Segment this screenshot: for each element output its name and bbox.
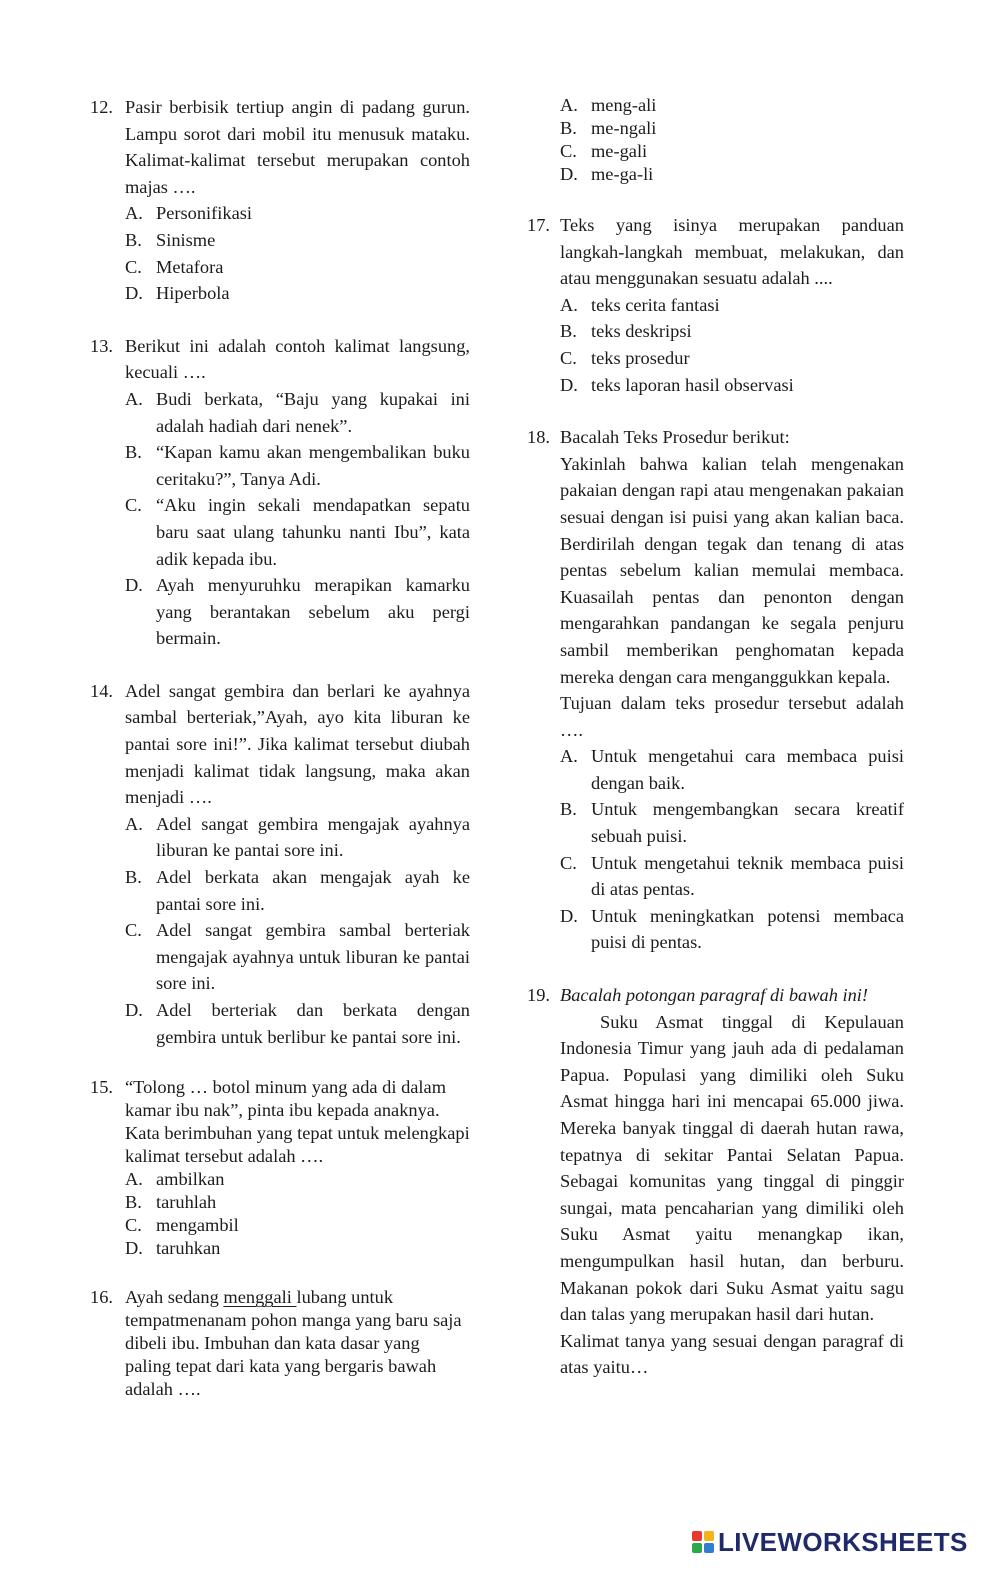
question-number: 13. (90, 335, 113, 356)
option-a[interactable]: A. teks cerita fantasi (560, 294, 720, 315)
option-a[interactable]: A. Personifikasi (125, 203, 253, 224)
question-number: 18. (527, 427, 550, 448)
option-d[interactable]: D. Adel berteriak dan berkata dengan gembira untuk berlibur ke pantai sore ini. (125, 1000, 470, 1047)
asmat-passage: Suku Asmat tinggal di Kepulauan Indonesia Timur yang jauh ada di pedalaman Papua. Populasi yang dimiliki oleh Suku Asmat hingga hari ini mencapai 65.000 jiwa. Mereka banyak tinggal di daerah hutan rawa, tepatnya di sekitar Pantai Selatan Papua. Sebagai komunitas yang tinggal di pinggir sungai, mata pencaharian yang dimiliki oleh Suku Asmat yaitu menangkap ikan, mengumpulkan hasil hutan, dan berburu. Makanan pokok dari Suku Asmat yaitu sagu dan talas yang merupakan hasil dari hutan. (560, 1011, 904, 1325)
option-d[interactable]: D. Untuk meningkatkan potensi membaca puisi di pentas. (560, 905, 904, 953)
option-a[interactable]: A. Untuk mengetahui cara membaca puisi dengan baik. (560, 746, 904, 793)
option-b[interactable]: B. “Kapan kamu akan mengembalikan buku ceritaku?”, Tanya Adi. (125, 442, 470, 489)
question-18 (527, 424, 904, 956)
options-list (125, 200, 470, 306)
option-c[interactable]: C. Untuk mengetahui teknik membaca puisi di atas pentas. (560, 852, 904, 900)
question-stem: Teks yang isinya merupakan panduan langkah-langkah membuat, melakukan, dan atau menggunakan sesuatu adalah .... (560, 215, 904, 289)
option-d[interactable]: D. me-ga-li (560, 164, 654, 184)
option-d[interactable]: D. Ayah menyuruhku merapikan kamarku yang berantakan sebelum aku pergi bermain. (125, 575, 470, 649)
option-a[interactable]: A. Adel sangat gembira mengajak ayahnya liburan ke pantai sore ini. (125, 813, 470, 861)
options-list (125, 1168, 470, 1260)
underlined-word: menggali (223, 1287, 297, 1308)
question-19 (527, 982, 904, 1381)
question-number: 12. (90, 97, 113, 117)
question-prompt: Kalimat tanya yang sesuai dengan paragraf di atas yaitu… (560, 1330, 904, 1378)
question-number: 16. (90, 1287, 113, 1308)
option-b[interactable]: B. me-ngali (560, 118, 657, 138)
options-list (125, 386, 470, 652)
option-c[interactable]: C. teks prosedur (560, 347, 690, 368)
question-12 (90, 94, 470, 307)
question-number: 14. (90, 680, 113, 701)
question-number: 15. (90, 1077, 113, 1098)
option-c[interactable]: C. Metafora (125, 256, 224, 277)
question-16-options (527, 94, 904, 186)
question-stem: Bacalah potongan paragraf di bawah ini! (560, 985, 869, 1006)
logo-text: LIVEWORKSHEETS (718, 1526, 968, 1557)
option-a[interactable]: A. meng-ali (560, 95, 657, 115)
option-c[interactable]: C. “Aku ingin sekali mendapatkan sepatu baru saat ulang tahunku nanti Ibu”, kata adik kepada ibu. (125, 495, 470, 569)
question-13 (90, 333, 470, 652)
question-number: 17. (527, 215, 550, 235)
question-stem: Bacalah Teks Prosedur berikut: (560, 427, 790, 448)
liveworksheets-logo[interactable] (692, 1527, 968, 1557)
question-14 (90, 678, 470, 1050)
right-column (527, 94, 904, 1381)
logo-mark-icon (692, 1531, 714, 1553)
option-a[interactable]: A. ambilkan (125, 1169, 225, 1190)
option-d[interactable]: D. teks laporan hasil observasi (560, 374, 794, 395)
option-b[interactable]: B. taruhlah (125, 1192, 217, 1213)
option-a[interactable]: A. Budi berkata, “Baju yang kupakai ini adalah hadiah dari nenek”. (125, 388, 470, 436)
option-b[interactable]: B. Adel berkata akan mengajak ayah ke pantai sore ini. (125, 867, 470, 914)
option-b[interactable]: B. teks deskripsi (560, 321, 692, 342)
question-stem: Pasir berbisik tertiup angin di padang gurun. Lampu sorot dari mobil itu menusuk mataku. Kalimat-kalimat tersebut merupakan contoh majas …. (125, 97, 470, 197)
question-stem: Adel sangat gembira dan berlari ke ayahnya sambal berteriak,”Ayah, ayo kita liburan ke pantai sore ini!”. Jika kalimat tersebut diubah menjadi kalimat tidak langsung, maka akan menjadi …. (125, 680, 470, 808)
option-d[interactable]: D. Hiperbola (125, 283, 230, 304)
options-list (560, 743, 904, 956)
option-c[interactable]: C. mengambil (125, 1215, 239, 1236)
question-17 (527, 212, 904, 398)
question-prompt: Tujuan dalam teks prosedur tersebut adalah …. (560, 693, 904, 740)
option-b[interactable]: B. Sinisme (125, 229, 216, 250)
options-list (125, 811, 470, 1050)
procedure-passage: Yakinlah bahwa kalian telah mengenakan pakaian dengan rapi atau mengenakan pakaian sesuai dengan isi puisi yang akan kalian baca. Berdirilah dengan tegak dan tenang di atas pentas sebelum kalian memulai membaca. Kuasailah pentas dan penonton dengan mengarahkan pandangan ke segala penjuru sambil memberikan penghomatan kepada mereka dengan cara menganggukkan kepala. (560, 453, 904, 687)
question-stem: “Tolong … botol minum yang ada di dalam kamar ibu nak”, pinta ibu kepada anaknya. Kata berimbuhan yang tepat untuk melengkapi kalimat tersebut adalah …. (125, 1077, 470, 1167)
options-list (560, 292, 904, 398)
option-c[interactable]: C. Adel sangat gembira sambal berteriak mengajak ayahnya untuk liburan ke pantai sore ini. (125, 920, 470, 994)
left-column (90, 94, 470, 1401)
question-stem: Berikut ini adalah contoh kalimat langsung, kecuali …. (125, 335, 470, 383)
option-b[interactable]: B. Untuk mengembangkan secara kreatif sebuah puisi. (560, 799, 904, 847)
option-d[interactable]: D. taruhkan (125, 1238, 221, 1259)
question-16 (90, 1286, 470, 1401)
option-c[interactable]: C. me-gali (560, 141, 648, 161)
question-number: 19. (527, 985, 550, 1006)
question-stem: Ayah sedang menggali lubang untuk tempatmenanam pohon manga yang baru saja dibeli ibu. Imbuhan dan kata dasar yang paling tepat dari kata yang bergaris bawah adalah …. (125, 1287, 462, 1400)
question-15 (90, 1076, 470, 1260)
